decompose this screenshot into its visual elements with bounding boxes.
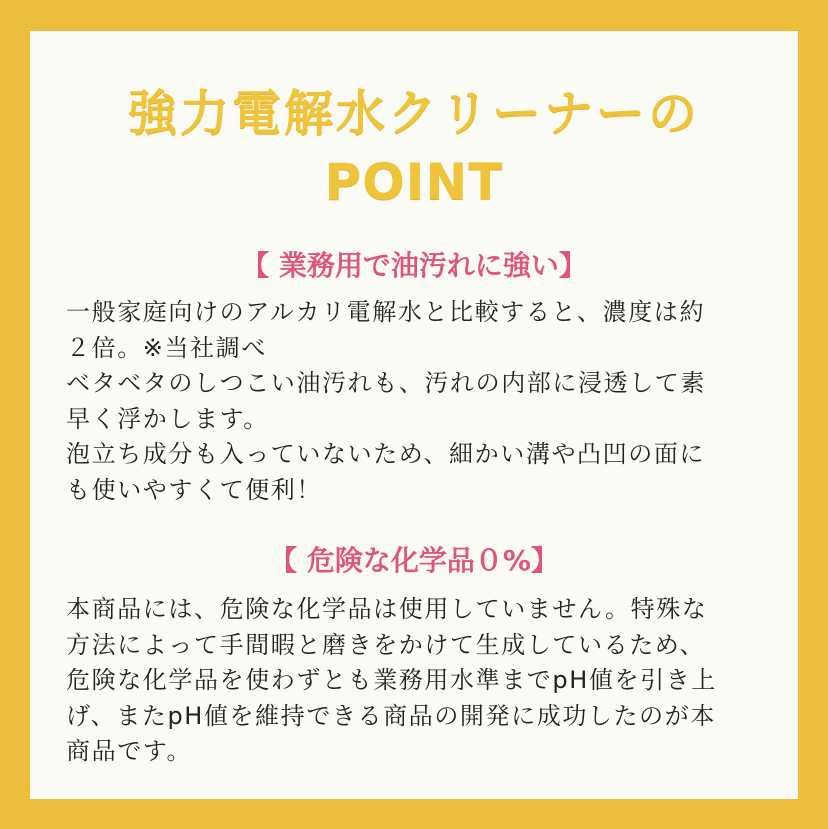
section-1-line: 泡立ち成分も入っていないため、細かい溝や凸凹の面に (66, 440, 706, 468)
section-2-heading: 【 危険な化学品０%】 (269, 544, 559, 577)
section-1-line: ２倍。※当社調べ (66, 333, 267, 362)
section-1-line: ベタベタのしつこい油汚れも、汚れの内部に浸透して素 (66, 369, 706, 397)
section-1-line: 早く浮かします。 (66, 404, 269, 433)
content-card (30, 31, 798, 799)
section-2-line: 方法によって手間暇と磨きをかけて生成しているため、 (66, 630, 706, 659)
section-1-heading: 【 業務用で油汚れに強い】 (241, 249, 587, 282)
section-2-line: 本商品には、危険な化学品は使用していません。特殊な (66, 595, 708, 623)
section-2-line: 商品です。 (66, 737, 193, 765)
section-2-line: 危険な化学品を使わずとも業務用水準までpH値を引き上 (66, 666, 717, 694)
title-line-1: 強力電解水クリーナーの (127, 85, 700, 142)
section-1-line: 一般家庭向けのアルカリ電解水と比較すると、濃度は約 (66, 298, 706, 326)
section-2-body (66, 592, 772, 770)
section-2-line: げ、またpH値を維持できる商品の開発に成功したのが本 (66, 701, 716, 730)
section-1-body (66, 295, 772, 508)
title-line-2: POINT (324, 153, 504, 211)
section-1-line: も使いやすくて便利！ (66, 475, 322, 504)
